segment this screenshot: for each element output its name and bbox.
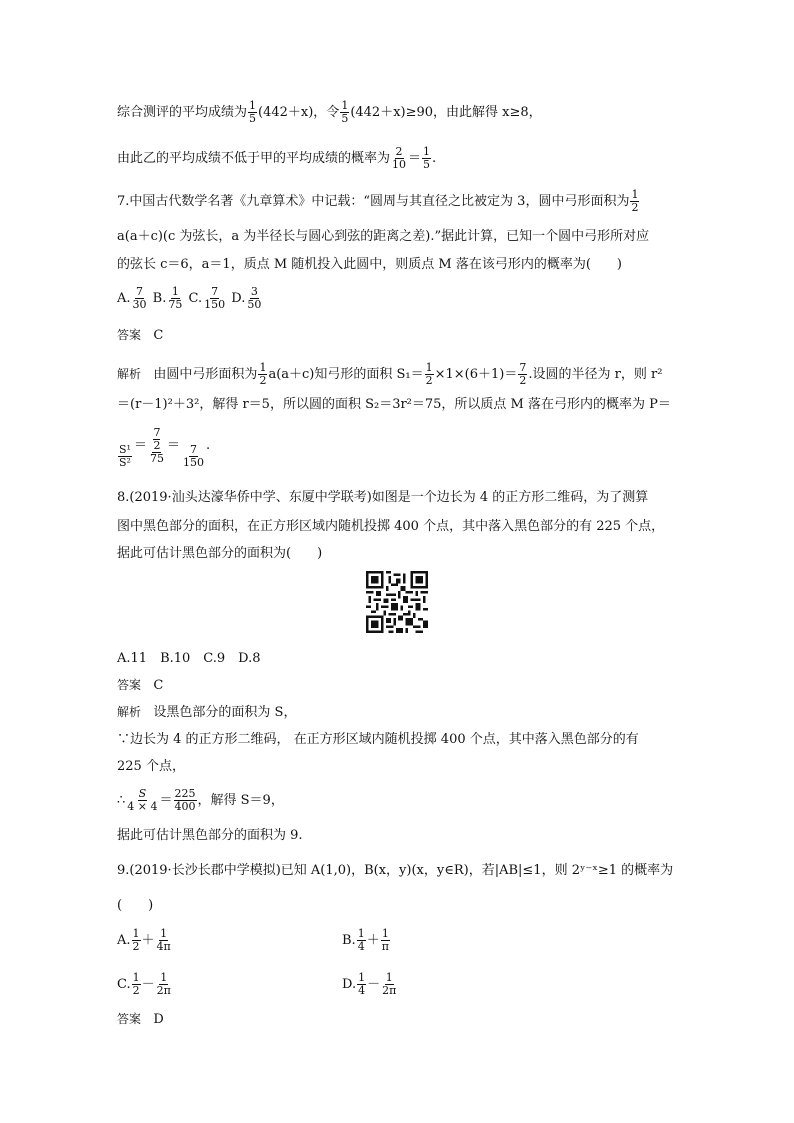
numerator: 1 (259, 361, 267, 374)
answer-value: D (153, 1012, 164, 1027)
inner-numerator: 7 (153, 425, 161, 439)
option-fraction (203, 286, 226, 311)
fraction (132, 972, 141, 997)
q8-analysis-1 (117, 703, 296, 722)
denominator: 400 (174, 800, 196, 813)
text: 由此乙的平均成绩不低于甲的平均成绩的概率为 (117, 151, 391, 166)
text: ，解得 S＝9， (197, 793, 284, 808)
text: . (432, 151, 437, 166)
fraction (630, 189, 639, 214)
fraction (422, 146, 431, 171)
compound-fraction (149, 427, 165, 465)
denominator: 2 (425, 374, 433, 387)
numerator: 1 (160, 927, 168, 940)
numerator: S (138, 787, 147, 800)
option-label: C. (117, 977, 131, 992)
option-fraction (167, 286, 183, 311)
denominator: 4 × 4 (127, 800, 158, 813)
numerator: 1 (423, 145, 431, 158)
denominator: 30 (132, 298, 147, 311)
operator: － (141, 977, 155, 992)
fraction (118, 422, 132, 469)
denominator: 2 (631, 201, 639, 214)
numerator: 1 (381, 927, 389, 940)
numerator (152, 427, 161, 453)
answer-value: C (153, 328, 164, 343)
fraction (340, 100, 349, 125)
denominator: 2 (519, 374, 527, 387)
analysis-label: 解析 (117, 367, 142, 381)
q7-analysis-2: ＝(r－1)²＋3²，解得 r＝5，所以圆的面积 S₂＝3r²＝75，所以质点 M 落在弓形内的概率为 P＝ (117, 397, 671, 412)
compound-expression: $\frac{\text{S¹}}{\text{S²}}$ ＝ $\frac{\frac{7}{2}}{75}$ ＝ $\frac{7}{150}$ . (117, 422, 210, 469)
denominator: 2π (382, 984, 397, 997)
denominator: 2 (132, 940, 140, 953)
denominator: 5 (341, 112, 349, 125)
fraction (156, 972, 172, 997)
answer-value: C (153, 678, 164, 693)
q9-line-2: ( ) (117, 898, 154, 913)
numerator: 2 (395, 145, 403, 158)
q8-analysis-4 (117, 788, 284, 813)
q7-options (117, 286, 263, 311)
fraction (182, 422, 205, 469)
q9-answer (117, 1010, 164, 1029)
fraction (381, 972, 397, 997)
q7-analysis-3 (117, 422, 210, 469)
text: ＝ (133, 437, 147, 453)
text: (442＋x)≥90，由此解得 x≥8， (350, 105, 542, 120)
fraction (156, 928, 172, 953)
q8-options: A.11 B.10 C.9 D.8 (117, 651, 261, 666)
q8-analysis-5: 据此可估计黑色部分的面积为 9. (117, 828, 303, 843)
numerator: 1 (132, 927, 140, 940)
fraction (248, 100, 257, 125)
numerator: S¹ (118, 422, 132, 457)
denominator: 75 (168, 298, 183, 311)
q7-line-2: a(a＋c)(c 为弦长，a 为半径长与圆心到弦的距离之差).”据此计算，已知一个圆中弓形所对应 (117, 229, 650, 244)
inner-denominator: 2 (153, 438, 161, 452)
numerator: 7 (189, 443, 197, 456)
fraction (357, 928, 366, 953)
denominator: 2 (259, 374, 267, 387)
text: 设黑色部分的面积为 S， (153, 705, 297, 720)
denominator: 4π (156, 940, 171, 953)
text: a(a＋c)知弓形的面积 S₁＝ (268, 367, 424, 382)
denominator: S² (119, 456, 131, 469)
numerator: 7 (519, 361, 527, 374)
q7-answer (117, 326, 163, 345)
numerator: 225 (174, 787, 196, 800)
q7-line-3: 的弦长 c＝6，a＝1，质点 M 随机投入此圆中，则质点 M 落在该弓形内的概率为( ) (117, 257, 623, 272)
fraction (174, 788, 197, 813)
numerator: 1 (341, 99, 349, 112)
denominator: 5 (249, 112, 257, 125)
analysis-label: 解析 (117, 705, 142, 719)
numerator: 1 (631, 188, 639, 201)
q9-option-a (117, 928, 173, 953)
fraction (357, 972, 366, 997)
fraction (258, 362, 267, 387)
q9-option-d (342, 972, 398, 997)
numerator: 1 (425, 361, 433, 374)
text: ＝ (166, 437, 180, 453)
fraction (381, 928, 390, 953)
fraction (425, 362, 434, 387)
option-label: B. (152, 291, 167, 306)
q9-line-1: 9.(2019·长沙长郡中学模拟)已知 A(1,0)，B(x，y)(x，y∈R)，若|AB|≤1，则 2ʸ⁻ˣ≥1 的概率为 (117, 863, 674, 878)
prev-line-2 (117, 146, 436, 171)
numerator: 3 (250, 285, 258, 298)
answer-label: 答案 (117, 328, 142, 342)
option-label: D. (231, 291, 246, 306)
text: .设圆的半径为 r，则 r² (528, 367, 663, 382)
option-label: C. (188, 291, 203, 306)
numerator: 1 (357, 927, 365, 940)
denominator: 5 (423, 158, 431, 171)
option-fraction (246, 286, 262, 311)
operator: ＋ (366, 933, 380, 948)
option-label: D. (342, 977, 357, 992)
denominator: π (381, 940, 389, 953)
numerator: 1 (171, 285, 179, 298)
q7-stem: 7.中国古代数学名著《九章算术》中记载：“圆周与其直径之比被定为 3，圆中弓形面积为 (117, 194, 630, 209)
q7-analysis-1 (117, 362, 662, 387)
denominator: 2π (156, 984, 171, 997)
q7-line-1 (117, 189, 640, 214)
q8-analysis-3: 225 个点， (117, 759, 185, 774)
qr-code-icon (366, 571, 428, 633)
denominator: 50 (247, 298, 262, 311)
option-label: A. (117, 933, 131, 948)
option-label: A. (117, 291, 131, 306)
q9-option-b (342, 928, 391, 953)
denominator: 4 (357, 940, 365, 953)
answer-label: 答案 (117, 1012, 142, 1026)
text: ×1×(6＋1)＝ (434, 367, 518, 382)
text: 综合测评的平均成绩为 (117, 105, 248, 120)
denominator: 150 (182, 456, 204, 469)
text: 由圆中弓形面积为 (153, 367, 258, 382)
fraction (391, 146, 407, 171)
denominator: 10 (392, 158, 407, 171)
q9-option-c (117, 972, 173, 997)
text: ∴ (117, 793, 126, 808)
fraction (518, 362, 527, 387)
denominator: 2 (132, 984, 140, 997)
numerator: 7 (136, 285, 144, 298)
q8-line-1: 8.(2019·汕头达濠华侨中学、东厦中学联考)如图是一个边长为 4 的正方形二维码，为了测算 (117, 490, 649, 505)
q8-line-3: 据此可估计黑色部分的面积为( ) (117, 546, 323, 561)
numerator: 7 (211, 285, 219, 298)
numerator: 1 (132, 971, 140, 984)
option-label: B. (342, 933, 356, 948)
text: (442＋x)，令 (258, 105, 340, 120)
text: ＝ (408, 151, 422, 166)
fraction (126, 788, 158, 813)
operator: － (367, 977, 381, 992)
answer-label: 答案 (117, 678, 142, 692)
numerator: 1 (358, 971, 366, 984)
denominator: 4 (358, 984, 366, 997)
denominator: 75 (149, 451, 164, 465)
text: ＝ (159, 793, 173, 808)
fraction (132, 928, 141, 953)
q8-answer (117, 676, 163, 695)
q8-analysis-2: ∵边长为 4 的正方形二维码， 在正方形区域内随机投掷 400 个点，其中落入黑色部分的有 (117, 732, 639, 747)
option-fraction (132, 286, 148, 311)
numerator: 1 (160, 971, 168, 984)
operator: ＋ (141, 933, 155, 948)
denominator: 150 (204, 298, 226, 311)
numerator: 1 (385, 971, 393, 984)
numerator: 1 (249, 99, 257, 112)
q8-line-2: 图中黑色部分的面积，在正方形区域内随机投掷 400 个点，其中落入黑色部分的有 225 个点， (117, 519, 665, 534)
prev-line-1 (117, 100, 542, 125)
